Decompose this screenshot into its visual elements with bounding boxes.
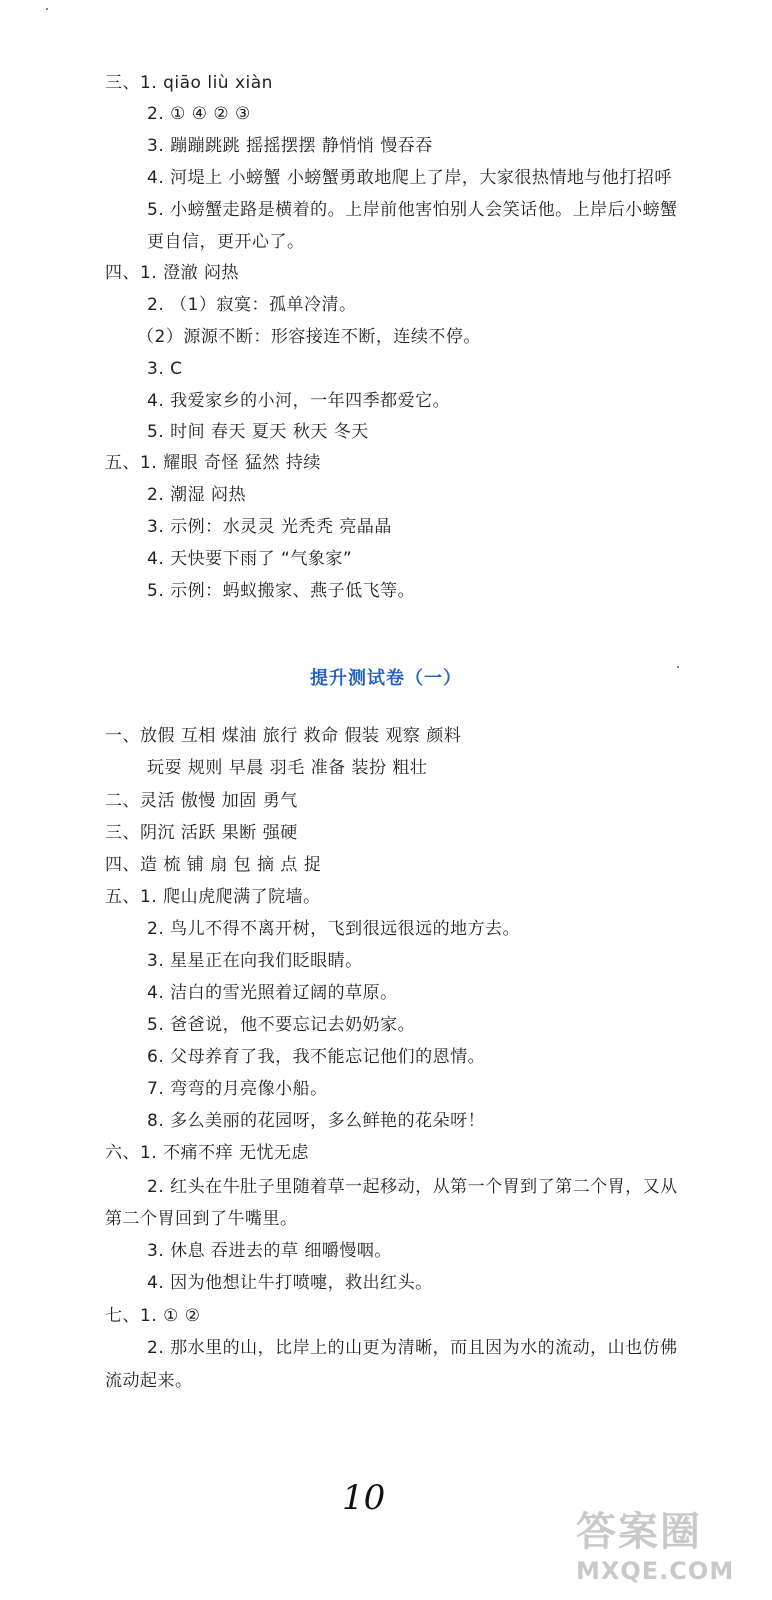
answer-line: 7. 弯弯的月亮像小船。 xyxy=(147,1079,328,1099)
watermark-url: MXQE.COM xyxy=(576,1557,735,1585)
answer-line: 2. （1）寂寞：孤单冷清。 xyxy=(147,295,357,315)
section-title: 提升测试卷（一） xyxy=(310,668,462,689)
answer-line: 六、1. 不痛不痒 无忧无虑 xyxy=(105,1143,310,1163)
answer-line: 4. 天快要下雨了 “气象家” xyxy=(147,549,353,569)
answer-line: 6. 父母养育了我，我不能忘记他们的恩情。 xyxy=(147,1047,486,1067)
answer-line: 5. 时间 春天 夏天 秋天 冬天 xyxy=(147,422,369,442)
answer-line: 三、1. qiāo liù xiàn xyxy=(105,73,273,93)
watermark-text: 答案圈 xyxy=(576,1509,702,1555)
answer-line: 三、阴沉 活跃 果断 强硬 xyxy=(105,823,298,843)
watermark-logo xyxy=(576,1500,766,1590)
scan-speck xyxy=(677,666,679,668)
answer-line: 5. 示例：蚂蚁搬家、燕子低飞等。 xyxy=(147,581,416,601)
answer-line: 第二个胃回到了牛嘴里。 xyxy=(105,1209,298,1229)
answer-line: （2）源源不断：形容接连不断，连续不停。 xyxy=(137,327,481,347)
answer-line: 2. 红头在牛肚子里随着草一起移动，从第一个胃到了第二个胃，又从 xyxy=(147,1177,678,1197)
answer-line: 3. 蹦蹦跳跳 摇摇摆摆 静悄悄 慢吞吞 xyxy=(147,136,433,156)
answer-line: 2. 鸟儿不得不离开树，飞到很远很远的地方去。 xyxy=(147,919,521,939)
answer-line: 4. 河堤上 小螃蟹 小螃蟹勇敢地爬上了岸，大家很热情地与他打招呼 xyxy=(147,168,672,188)
answer-line: 五、1. 耀眼 奇怪 猛然 持续 xyxy=(105,453,321,473)
answer-line: 3. 示例：水灵灵 光秃秃 亮晶晶 xyxy=(147,517,392,537)
answer-line: 玩耍 规则 早晨 羽毛 准备 装扮 粗壮 xyxy=(147,758,428,778)
answer-line: 4. 洁白的雪光照着辽阔的草原。 xyxy=(147,983,398,1003)
answer-line: 五、1. 爬山虎爬满了院墙。 xyxy=(105,887,321,907)
answer-line: 4. 因为他想让牛打喷嚏，救出红头。 xyxy=(147,1273,433,1293)
answer-line: 3. 星星正在向我们眨眼睛。 xyxy=(147,951,363,971)
answer-line: 5. 爸爸说，他不要忘记去奶奶家。 xyxy=(147,1015,416,1035)
scan-speck xyxy=(46,8,48,10)
answer-line: 七、1. ① ② xyxy=(105,1306,201,1326)
answer-line: 2. 那水里的山，比岸上的山更为清晰，而且因为水的流动，山也仿佛 xyxy=(147,1338,678,1358)
answer-line: 5. 小螃蟹走路是横着的。上岸前他害怕别人会笑话他。上岸后小螃蟹 xyxy=(147,200,678,220)
answer-line: 2. ① ④ ② ③ xyxy=(147,104,251,124)
answer-line: 3. C xyxy=(147,359,183,379)
answer-line: 2. 潮湿 闷热 xyxy=(147,485,247,505)
answer-line: 一、放假 互相 煤油 旅行 救命 假装 观察 颜料 xyxy=(105,726,462,746)
answer-line: 四、造 梳 铺 扇 包 摘 点 捉 xyxy=(105,855,322,875)
answer-line: 8. 多么美丽的花园呀，多么鲜艳的花朵呀！ xyxy=(147,1111,486,1131)
handwritten-page-number: 10 xyxy=(342,1478,386,1518)
answer-line: 二、灵活 傲慢 加固 勇气 xyxy=(105,791,298,811)
answer-line: 流动起来。 xyxy=(105,1371,193,1391)
answer-line: 四、1. 澄澈 闷热 xyxy=(105,263,240,283)
answer-line: 4. 我爱家乡的小河，一年四季都爱它。 xyxy=(147,391,451,411)
answer-line: 更自信，更开心了。 xyxy=(147,232,305,252)
answer-line: 3. 休息 吞进去的草 细嚼慢咽。 xyxy=(147,1241,392,1261)
